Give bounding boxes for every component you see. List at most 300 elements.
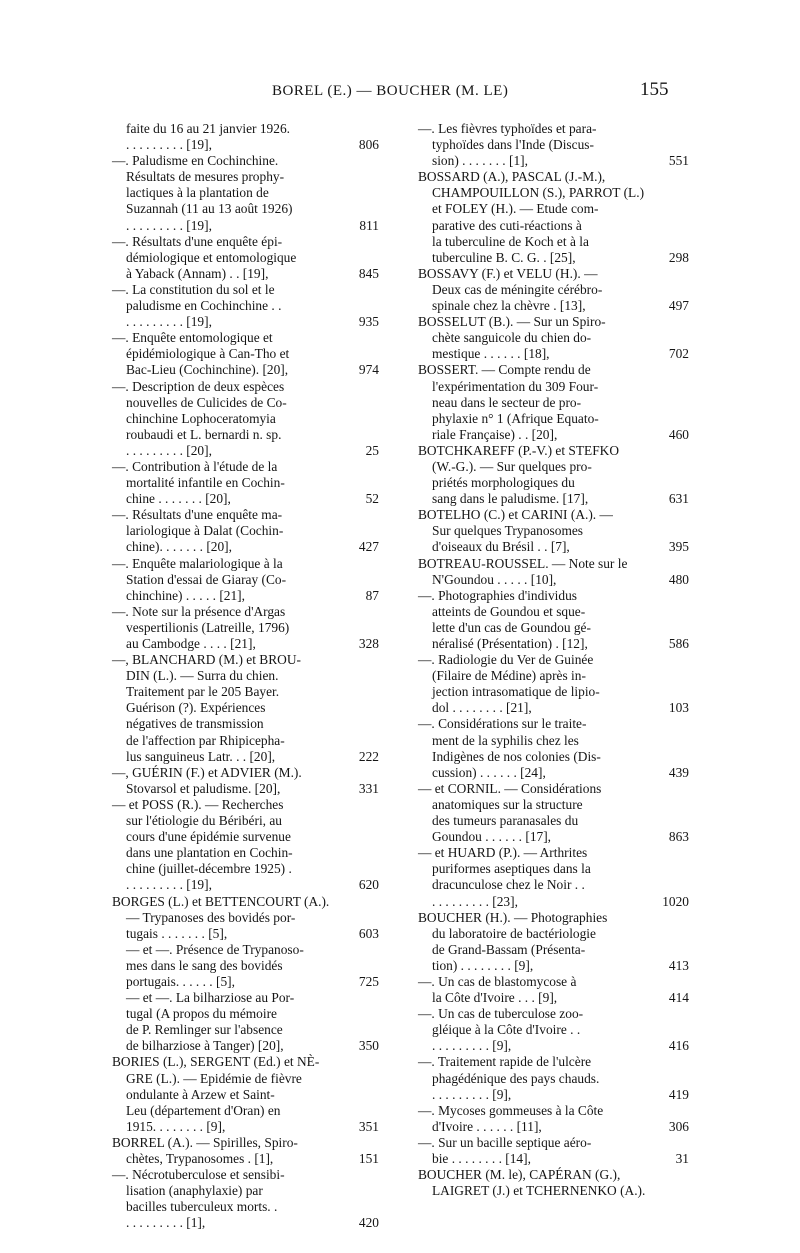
- page-reference: 31: [675, 1151, 689, 1166]
- entry-text: chine). . . . . . . [20],: [126, 539, 232, 555]
- index-line: [112, 572, 374, 588]
- entry-text: parative des cuti-réactions à: [432, 217, 582, 233]
- index-line: [112, 1054, 374, 1070]
- entry-text: Sur quelques Trypanosomes: [432, 523, 584, 539]
- index-line: [418, 218, 686, 234]
- index-line: [418, 137, 686, 153]
- entry-text: roubaudi et L. bernardi n. sp.: [126, 426, 282, 442]
- index-line: [418, 234, 686, 250]
- index-line: [418, 1118, 689, 1135]
- page-header: [0, 77, 800, 107]
- entry-text: ondulante à Arzew et Saint-: [126, 1086, 275, 1102]
- page-reference: 460: [668, 426, 689, 442]
- page-reference: 725: [358, 973, 379, 989]
- entry-text: —. Résultats d'une enquête épi-: [112, 233, 283, 249]
- index-line: [418, 990, 689, 1006]
- index-line: [112, 700, 374, 716]
- index-line: [418, 749, 686, 765]
- page-reference: 439: [668, 764, 689, 780]
- entry-text: BOSSAVY (F.) et VELU (H.). —: [418, 265, 598, 281]
- entry-text: Stovarsol et paludisme. [20],: [126, 780, 281, 796]
- index-line: [112, 958, 374, 974]
- index-line: [112, 636, 379, 652]
- entry-text: (Filaire de Médine) après in-: [432, 668, 586, 684]
- index-line: [112, 942, 374, 958]
- entry-text: ment de la syphilis chez les: [432, 732, 579, 748]
- index-line: [112, 442, 379, 459]
- index-line: [112, 587, 379, 604]
- entry-text: —, GUÉRIN (F.) et ADVIER (M.).: [112, 764, 302, 780]
- index-line: [112, 201, 374, 217]
- page-reference: 935: [358, 314, 379, 330]
- page-reference: 1020: [662, 893, 689, 909]
- page-reference: 420: [358, 1215, 379, 1231]
- index-line: [418, 153, 689, 169]
- index-line: [112, 1071, 374, 1087]
- entry-text: sang dans le paludisme. [17],: [432, 491, 589, 507]
- index-line: [112, 282, 374, 298]
- index-line: [112, 910, 374, 926]
- entry-text: Deux cas de méningite cérébro-: [432, 281, 603, 297]
- entry-text: — et —. La bilharziose au Por-: [126, 990, 295, 1006]
- entry-text: BORREL (A.). — Spirilles, Spiro-: [112, 1134, 298, 1150]
- left-column: [112, 121, 379, 1231]
- index-line: [112, 733, 374, 749]
- entry-text: Bac-Lieu (Cochinchine). [20],: [126, 362, 289, 378]
- page-reference: 702: [668, 346, 689, 362]
- index-line: [112, 1199, 374, 1215]
- entry-text: GRE (L.). — Epidémie de fièvre: [126, 1070, 302, 1086]
- index-line: [418, 764, 689, 781]
- index-line: [112, 137, 379, 153]
- entry-text: —. Contribution à l'étude de la: [112, 458, 278, 474]
- entry-text: tugal (A propos du mémoire: [126, 1006, 277, 1022]
- index-line: [112, 379, 374, 395]
- index-line: [418, 362, 686, 378]
- index-line: [418, 1071, 686, 1087]
- entry-text: —. Les fièvres typhoïdes et para-: [418, 121, 597, 136]
- entry-text: atteints de Goundou et sque-: [432, 603, 586, 619]
- entry-text: BORIES (L.), SERGENT (Ed.) et NÈ-: [112, 1054, 320, 1070]
- index-line: [112, 121, 374, 137]
- index-line: [418, 411, 686, 427]
- page-reference: 811: [359, 217, 379, 233]
- page-reference: 222: [358, 748, 379, 764]
- index-line: [112, 459, 374, 475]
- index-line: [418, 1183, 686, 1199]
- entry-text: —. Enquête entomologique et: [112, 330, 273, 346]
- index-line: [112, 1151, 379, 1167]
- page-reference: 414: [668, 990, 689, 1006]
- entry-text: BOSSARD (A.), PASCAL (J.-M.),: [418, 169, 606, 185]
- page-reference: 631: [668, 491, 689, 507]
- index-line: [112, 797, 374, 813]
- entry-text: priétés morphologiques du: [432, 475, 575, 491]
- entry-text: 1915. . . . . . . . [9],: [126, 1118, 226, 1134]
- entry-text: . . . . . . . . . [1],: [126, 1215, 206, 1231]
- entry-text: — Trypanoses des bovidés por-: [126, 909, 296, 925]
- entry-text: N'Goundou . . . . . [10],: [432, 571, 557, 587]
- entry-text: portugais. . . . . . [5],: [126, 973, 235, 989]
- index-line: [112, 765, 374, 781]
- index-line: [418, 893, 689, 910]
- index-line: [418, 845, 686, 861]
- index-line: [112, 1006, 374, 1022]
- index-line: [418, 877, 686, 893]
- entry-text: de P. Remlinger sur l'absence: [126, 1022, 283, 1038]
- index-line: [418, 523, 686, 539]
- entry-text: de bilharziose à Tanger) [20],: [126, 1038, 284, 1054]
- entry-text: — et HUARD (P.). — Arthrites: [418, 845, 588, 861]
- index-line: [418, 957, 689, 974]
- entry-text: jection intrasomatique de lipio-: [432, 684, 600, 700]
- entry-text: —. Sur un bacille septique aéro-: [418, 1134, 592, 1150]
- entry-text: —. Nécrotuberculose et sensibi-: [112, 1167, 285, 1183]
- index-line: [112, 652, 374, 668]
- entry-text: mortalité infantile en Cochin-: [126, 475, 285, 491]
- index-line: [418, 636, 689, 652]
- entry-text: DIN (L.). — Surra du chien.: [126, 668, 279, 684]
- index-line: [112, 668, 374, 684]
- entry-text: lariologique à Dalat (Cochin-: [126, 523, 284, 539]
- entry-text: négatives de transmission: [126, 716, 264, 732]
- page-reference: 52: [365, 491, 379, 507]
- entry-text: Leu (département d'Oran) en: [126, 1102, 281, 1118]
- page-reference: 413: [668, 957, 689, 973]
- index-line: [112, 491, 379, 507]
- entry-text: d'oiseaux du Brésil . . [7],: [432, 539, 570, 555]
- entry-text: bie . . . . . . . . [14],: [432, 1151, 531, 1166]
- entry-text: puriformes aseptiques dans la: [432, 861, 591, 877]
- index-line: [418, 652, 686, 668]
- index-line: [418, 1006, 686, 1022]
- page-reference: 103: [668, 700, 689, 716]
- index-line: [418, 926, 686, 942]
- entry-text: —. Radiologie du Ver de Guinée: [418, 652, 594, 668]
- entry-text: neau dans le secteur de pro-: [432, 394, 582, 410]
- entry-text: chètes, Trypanosomes . [1],: [126, 1151, 274, 1166]
- entry-text: mes dans le sang des bovidés: [126, 957, 283, 973]
- index-line: [112, 1215, 379, 1231]
- page-reference: 306: [668, 1118, 689, 1134]
- index-line: [418, 185, 686, 201]
- entry-text: (W.-G.). — Sur quelques pro-: [432, 458, 592, 474]
- index-line: [418, 1135, 686, 1151]
- entry-text: Indigènes de nos colonies (Dis-: [432, 748, 601, 764]
- entry-text: BOSSERT. — Compte rendu de: [418, 362, 591, 378]
- index-line: [112, 185, 374, 201]
- entry-text: tion) . . . . . . . . [9],: [432, 957, 534, 973]
- running-title: BOREL (E.) — BOUCHER (M. LE): [272, 83, 509, 99]
- index-line: [418, 797, 686, 813]
- index-line: [112, 894, 374, 910]
- entry-text: spinale chez la chèvre . [13],: [432, 298, 586, 314]
- index-line: [112, 716, 374, 732]
- entry-text: cours d'une épidémie survenue: [126, 829, 291, 845]
- entry-text: BOTCHKAREFF (P.-V.) et STEFKO: [418, 442, 620, 458]
- entry-text: phylaxie n° 1 (Afrique Equato-: [432, 410, 599, 426]
- entry-text: —. Photographies d'individus: [418, 587, 578, 603]
- index-line: [418, 684, 686, 700]
- index-line: [418, 426, 689, 443]
- index-line: [418, 1086, 689, 1103]
- entry-text: anatomiques sur la structure: [432, 796, 583, 812]
- index-line: [418, 282, 686, 298]
- page-reference: 151: [358, 1151, 379, 1166]
- index-line: [112, 153, 374, 169]
- index-line: [112, 1087, 374, 1103]
- index-line: [418, 507, 686, 523]
- page-reference: 974: [358, 362, 379, 378]
- index-line: [418, 588, 686, 604]
- entry-text: — et POSS (R.). — Recherches: [112, 796, 284, 812]
- entry-text: cussion) . . . . . . [24],: [432, 764, 546, 780]
- entry-text: —. Mycoses gommeuses à la Côte: [418, 1102, 604, 1118]
- entry-text: . . . . . . . . . [19],: [126, 217, 212, 233]
- entry-text: lisation (anaphylaxie) par: [126, 1183, 263, 1199]
- index-line: [418, 700, 689, 716]
- index-line: [112, 411, 374, 427]
- index-line: [112, 265, 379, 282]
- index-line: [112, 813, 374, 829]
- entry-text: . . . . . . . . . [23],: [432, 893, 518, 909]
- entry-text: riale Française) . . [20],: [432, 426, 558, 442]
- index-line: [418, 861, 686, 877]
- entry-text: vespertilionis (Latreille, 1796): [126, 619, 290, 635]
- index-line: [112, 507, 374, 523]
- entry-text: l'expérimentation du 309 Four-: [432, 378, 599, 394]
- index-line: [418, 716, 686, 732]
- index-line: [418, 1038, 689, 1054]
- index-line: [112, 169, 374, 185]
- entry-text: Traitement par le 205 Bayer.: [126, 684, 280, 700]
- entry-text: CHAMPOUILLON (S.), PARROT (L.): [432, 185, 645, 201]
- page-reference: 863: [668, 829, 689, 845]
- index-line: [112, 556, 374, 572]
- entry-text: tuberculine B. C. G. . [25],: [432, 249, 576, 265]
- page-reference: 328: [358, 636, 379, 651]
- entry-text: BOTELHO (C.) et CARINI (A.). —: [418, 507, 613, 523]
- index-line: [418, 1167, 686, 1183]
- index-line: [112, 427, 374, 443]
- entry-text: Goundou . . . . . . [17],: [432, 829, 552, 845]
- entry-text: des tumeurs paranasales du: [432, 813, 579, 829]
- page-reference: 497: [668, 298, 689, 314]
- index-line: [418, 395, 686, 411]
- entry-text: du laboratoire de bactériologie: [432, 925, 596, 941]
- entry-text: —. Résultats d'une enquête ma-: [112, 507, 283, 523]
- index-line: [418, 443, 686, 459]
- index-line: [112, 1022, 374, 1038]
- index-line: [112, 1038, 379, 1054]
- index-line: [112, 829, 374, 845]
- index-line: [418, 379, 686, 395]
- index-line: [112, 780, 379, 797]
- entry-text: dans une plantation en Cochin-: [126, 845, 293, 861]
- page-reference: 551: [668, 153, 689, 169]
- index-line: [418, 491, 689, 507]
- entry-text: faite du 16 au 21 janvier 1926.: [126, 121, 290, 136]
- index-line: [112, 1103, 374, 1119]
- index-line: [112, 990, 374, 1006]
- index-line: [418, 942, 686, 958]
- index-line: [112, 314, 379, 330]
- entry-text: la Côte d'Ivoire . . . [9],: [432, 990, 558, 1006]
- entry-text: — et CORNIL. — Considérations: [418, 780, 602, 796]
- index-line: [418, 121, 686, 137]
- entry-text: . . . . . . . . . [9],: [432, 1038, 512, 1054]
- page-reference: 25: [365, 442, 379, 458]
- page-reference: 806: [358, 137, 379, 153]
- index-line: [418, 249, 689, 266]
- index-line: [418, 539, 689, 555]
- index-line: [112, 845, 374, 861]
- entry-text: d'Ivoire . . . . . . [11],: [432, 1118, 542, 1134]
- page-reference: 87: [365, 587, 379, 603]
- entry-text: —. La constitution du sol et le: [112, 281, 275, 297]
- page-reference: 845: [358, 265, 379, 281]
- index-line: [418, 346, 689, 362]
- entry-text: —. Enquête malariologique à la: [112, 555, 283, 571]
- page-reference: 395: [668, 539, 689, 555]
- entry-text: Station d'essai de Giaray (Co-: [126, 571, 287, 587]
- index-line: [418, 733, 686, 749]
- entry-text: . . . . . . . . . [9],: [432, 1086, 512, 1102]
- index-line: [112, 604, 374, 620]
- index-line: [418, 1103, 686, 1119]
- entry-text: dracunculose chez le Noir . .: [432, 877, 585, 893]
- index-line: [112, 973, 379, 990]
- entry-text: nouvelles de Culicides de Co-: [126, 394, 287, 410]
- entry-text: Suzannah (11 au 13 août 1926): [126, 201, 293, 217]
- entry-text: —, BLANCHARD (M.) et BROU-: [112, 652, 301, 668]
- entry-text: . . . . . . . . . [19],: [126, 137, 212, 153]
- index-line: [418, 330, 686, 346]
- entry-text: . . . . . . . . . [20],: [126, 442, 212, 458]
- entry-text: . . . . . . . . . [19],: [126, 314, 212, 330]
- entry-text: mestique . . . . . . [18],: [432, 346, 550, 362]
- entry-text: à Yaback (Annam) . . [19],: [126, 265, 269, 281]
- index-line: [418, 475, 686, 491]
- index-line: [112, 620, 374, 636]
- index-line: [112, 877, 379, 893]
- index-line: [112, 1183, 374, 1199]
- entry-text: lette d'un cas de Goundou gé-: [432, 619, 591, 635]
- entry-text: —. Traitement rapide de l'ulcère: [418, 1054, 592, 1070]
- entry-text: chinchine Lophoceratomyia: [126, 410, 276, 426]
- entry-text: BOTREAU-ROUSSEL. — Note sur le: [418, 555, 628, 571]
- entry-text: BOUCHER (H.). — Photographies: [418, 909, 608, 925]
- index-line: [112, 250, 374, 266]
- entry-text: lus sanguineus Latr. . . [20],: [126, 748, 276, 764]
- index-line: [112, 748, 379, 765]
- entry-text: — et —. Présence de Trypanoso-: [126, 941, 304, 957]
- entry-text: BORGES (L.) et BETTENCOURT (A.).: [112, 893, 330, 909]
- index-line: [418, 266, 686, 282]
- entry-text: au Cambodge . . . . [21],: [126, 636, 256, 651]
- right-column: [418, 121, 689, 1199]
- page-reference: 427: [358, 539, 379, 555]
- index-line: [418, 829, 689, 845]
- entry-text: —. Un cas de tuberculose zoo-: [418, 1006, 584, 1022]
- index-line: [112, 523, 374, 539]
- entry-text: BOSSELUT (B.). — Sur un Spiro-: [418, 314, 606, 330]
- entry-text: dol . . . . . . . . [21],: [432, 700, 532, 716]
- entry-text: Résultats de mesures prophy-: [126, 169, 285, 185]
- index-line: [418, 314, 686, 330]
- index-line: [112, 362, 379, 378]
- page-reference: 586: [668, 636, 689, 651]
- index-line: [418, 1022, 686, 1038]
- index-line: [112, 539, 379, 555]
- entry-text: Guérison (?). Expériences: [126, 700, 266, 716]
- index-line: [112, 475, 374, 491]
- entry-text: LAIGRET (J.) et TCHERNENKO (A.).: [432, 1183, 646, 1199]
- index-line: [112, 861, 374, 877]
- entry-text: bacilles tuberculeux morts. .: [126, 1199, 278, 1215]
- entry-text: chine . . . . . . . [20],: [126, 491, 231, 507]
- page-reference: 351: [358, 1118, 379, 1134]
- entry-text: —. Description de deux espèces: [112, 378, 285, 394]
- page-reference: 480: [668, 571, 689, 587]
- entry-text: tugais . . . . . . . [5],: [126, 925, 228, 941]
- index-line: [112, 1167, 374, 1183]
- index-line: [418, 781, 686, 797]
- index-line: [418, 556, 686, 572]
- index-line: [418, 620, 686, 636]
- index-line: [112, 1135, 374, 1151]
- index-line: [112, 234, 374, 250]
- entry-text: —. Note sur la présence d'Argas: [112, 603, 286, 619]
- index-line: [418, 1151, 689, 1167]
- index-line: [418, 201, 686, 217]
- index-line: [418, 974, 686, 990]
- entry-text: —. Considérations sur le traite-: [418, 716, 587, 732]
- entry-text: paludisme en Cochinchine . .: [126, 298, 282, 314]
- entry-text: . . . . . . . . . [19],: [126, 877, 212, 893]
- index-line: [418, 604, 686, 620]
- page-reference: 620: [358, 877, 379, 893]
- entry-text: chète sanguicole du chien do-: [432, 330, 592, 346]
- entry-text: sion) . . . . . . . [1],: [432, 153, 528, 169]
- index-line: [112, 925, 379, 942]
- page-reference: 416: [668, 1038, 689, 1054]
- index-line: [112, 298, 374, 314]
- index-line: [112, 217, 379, 234]
- index-line: [418, 1054, 686, 1070]
- entry-text: et FOLEY (H.). — Etude com-: [432, 201, 599, 217]
- entry-text: néralisé (Présentation) . [12],: [432, 636, 588, 651]
- page-number: 155: [640, 79, 669, 100]
- entry-text: épidémiologique à Can-Tho et: [126, 346, 290, 362]
- index-line: [418, 459, 686, 475]
- index-line: [418, 910, 686, 926]
- entry-text: —. Un cas de blastomycose à: [418, 973, 577, 989]
- index-line: [418, 298, 689, 314]
- entry-text: sur l'étiologie du Béribéri, au: [126, 813, 282, 829]
- index-line: [112, 1118, 379, 1135]
- page-reference: 419: [668, 1086, 689, 1102]
- entry-text: de l'affection par Rhipicepha-: [126, 732, 285, 748]
- index-line: [112, 346, 374, 362]
- index-line: [418, 169, 686, 185]
- entry-text: de Grand-Bassam (Présenta-: [432, 941, 586, 957]
- page-reference: 350: [358, 1038, 379, 1054]
- page-reference: 298: [668, 249, 689, 265]
- entry-text: BOUCHER (M. le), CAPÉRAN (G.),: [418, 1167, 621, 1183]
- entry-text: gléique à la Côte d'Ivoire . .: [432, 1022, 581, 1038]
- index-line: [418, 571, 689, 588]
